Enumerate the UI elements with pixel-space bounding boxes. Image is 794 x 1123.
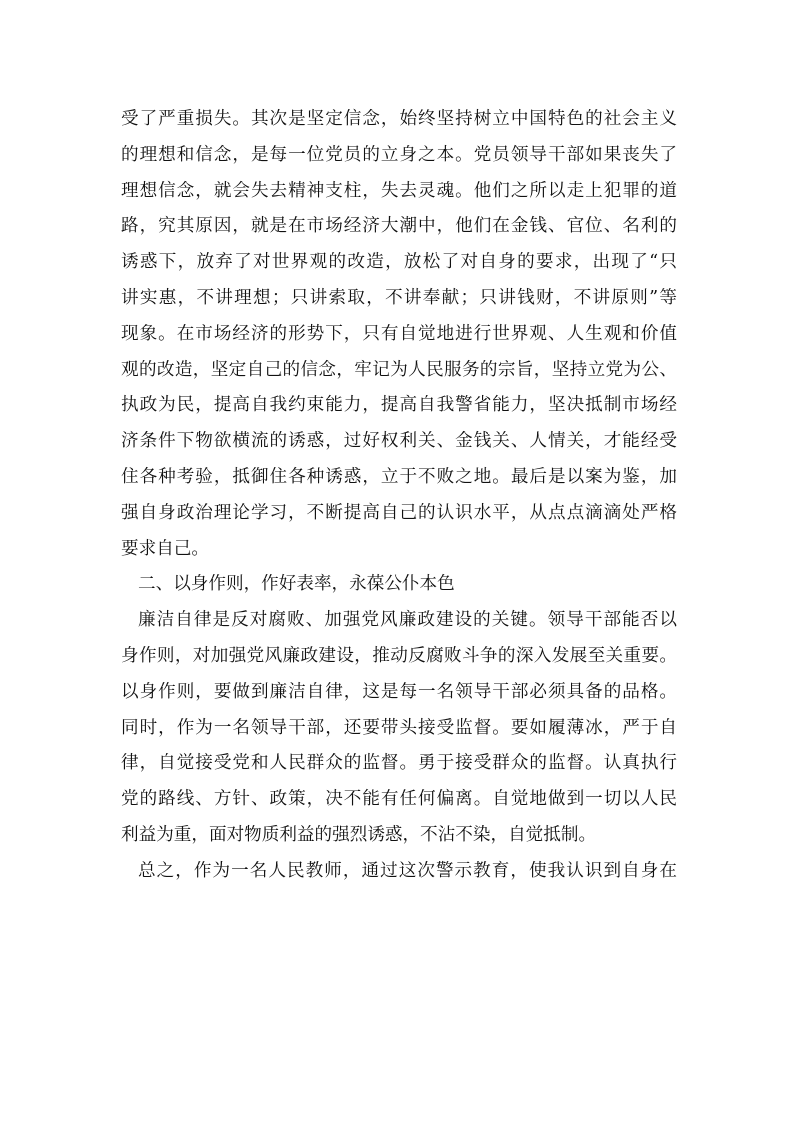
text-line: 讲实惠，不讲理想；只讲索取，不讲奉献；只讲钱财，不讲原则”等 [121, 287, 677, 308]
text-line: 同时，作为一名领导干部，还要带头接受监督。要如履薄冰，严于自 [121, 717, 677, 738]
text-line: 受了严重损失。其次是坚定信念，始终坚持树立中国特色的社会主义 [121, 109, 677, 129]
text-line: 理想信念，就会失去精神支柱，失去灵魂。他们之所以走上犯罪的道 [121, 180, 677, 201]
section-heading [121, 567, 677, 603]
text-line: 观的改造，坚定自己的信念，牢记为人民服务的宗旨，坚持立党为公、 [121, 359, 677, 380]
text-line: 总之，作为一名人民教师，通过这次警示教育，使我认识到自身在 [138, 860, 677, 881]
text-line: 的理想和信念，是每一位党员的立身之本。党员领导干部如果丧失了 [121, 144, 677, 165]
document-body [121, 102, 677, 890]
paragraph-2 [121, 603, 677, 854]
text-line: 身作则，对加强党风廉政建设，推动反腐败斗争的深入发展至关重要。 [121, 645, 677, 666]
text-line: 党的路线、方针、政策，决不能有任何偏离。自觉地做到一切以人民 [121, 789, 677, 810]
text-line: 执政为民，提高自我约束能力，提高自我警省能力，坚决抵制市场经 [121, 395, 677, 416]
text-line: 廉洁自律是反对腐败、加强党风廉政建设的关键。领导干部能否以 [138, 610, 677, 631]
heading-text: 二、以身作则，作好表率，永葆公仆本色 [138, 574, 455, 595]
text-line: 诱惑下，放弃了对世界观的改造，放松了对自身的要求，出现了“只 [121, 252, 677, 273]
text-line: 要求自己。 [121, 538, 209, 559]
paragraph-1 [121, 102, 677, 567]
text-line: 济条件下物欲横流的诱惑，过好权利关、金钱关、人情关，才能经受 [121, 431, 677, 452]
text-line: 利益为重，面对物质利益的强烈诱惑，不沾不染，自觉抵制。 [121, 824, 597, 845]
text-line: 以身作则，要做到廉洁自律，这是每一名领导干部必须具备的品格。 [121, 681, 677, 702]
paragraph-3 [121, 854, 677, 890]
text-line: 律，自觉接受党和人民群众的监督。勇于接受群众的监督。认真执行 [121, 753, 677, 774]
text-line: 现象。在市场经济的形势下，只有自觉地进行世界观、人生观和价值 [121, 323, 677, 344]
text-line: 路，究其原因，就是在市场经济大潮中，他们在金钱、官位、名利的 [121, 216, 677, 237]
text-line: 住各种考验，抵御住各种诱惑，立于不败之地。最后是以案为鉴，加 [121, 466, 677, 487]
text-line: 强自身政治理论学习，不断提高自己的认识水平，从点点滴滴处严格 [121, 502, 677, 523]
